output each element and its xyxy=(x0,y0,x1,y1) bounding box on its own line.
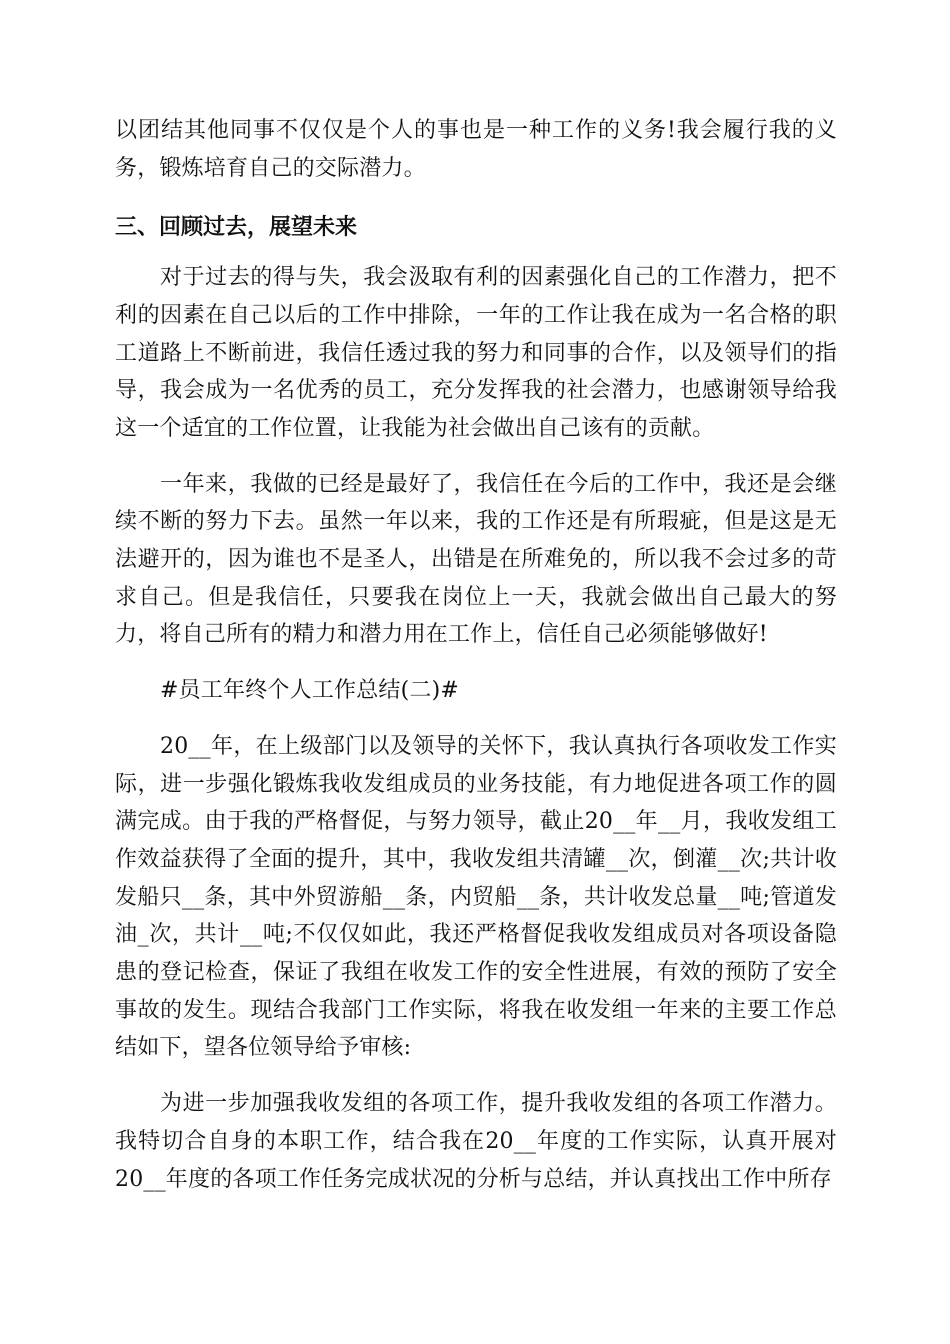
paragraph-5: 为进一步加强我收发组的各项工作，提升我收发组的各项工作潜力。我特切合自身的本职工作，结合我在20__年度的工作实际，认真开展对20__年度的各项工作任务完成状况的分析与总结，并认真找出工作中所存 xyxy=(115,1091,837,1192)
paragraph-2: 对于过去的得与失，我会汲取有利的因素强化自己的工作潜力，把不利的因素在自己以后的工作中排除，一年的工作让我在成为一名合格的职工道路上不断前进，我信任透过我的努力和同事的合作，以及领导们的指导，我会成为一名优秀的员工，充分发挥我的社会潜力，也感谢领导给我这一个适宜的工作位置，让我能为社会做出自己该有的贡献。 xyxy=(115,265,837,441)
paragraph-1: 以团结其他同事不仅仅是个人的事也是一种工作的义务!我会履行我的义务，锻炼培育自己的交际潜力。 xyxy=(115,118,837,181)
paragraph-3: 一年来，我做的已经是最好了，我信任在今后的工作中，我还是会继续不断的努力下去。虽然一年以来，我的工作还是有所瑕疵，但是这是无法避开的，因为谁也不是圣人，出错是在所难免的，所以我不会过多的苛求自己。但是我信任，只要我在岗位上一天，我就会做出自己最大的努力，将自己所有的精力和潜力用在工作上，信任自己必须能够做好! xyxy=(115,471,837,648)
document-page xyxy=(115,112,837,1198)
section-heading: 三、回顾过去，展望未来 xyxy=(115,215,358,241)
paragraph-4: 20__年，在上级部门以及领导的关怀下，我认真执行各项收发工作实际，进一步强化锻炼我收发组成员的业务技能，有力地促进各项工作的圆满完成。由于我的严格督促，与努力领导，截止20__年__月，我收发组工作效益获得了全面的提升，其中，我收发组共清罐__次，倒灌__次;共计收发船只__条，其中外贸游船__条，内贸船__条，共计收发总量__吨;管道发油_次，共计__吨;不仅仅如此，我还严格督促我收发组成员对各项设备隐患的登记检查，保证了我组在收发工作的安全性进展，有效的预防了安全事故的发生。现结合我部门工作实际，将我在收发组一年来的主要工作总结如下，望各位领导给予审核: xyxy=(115,733,837,1061)
subtitle: #员工年终个人工作总结(二)# xyxy=(160,678,460,704)
